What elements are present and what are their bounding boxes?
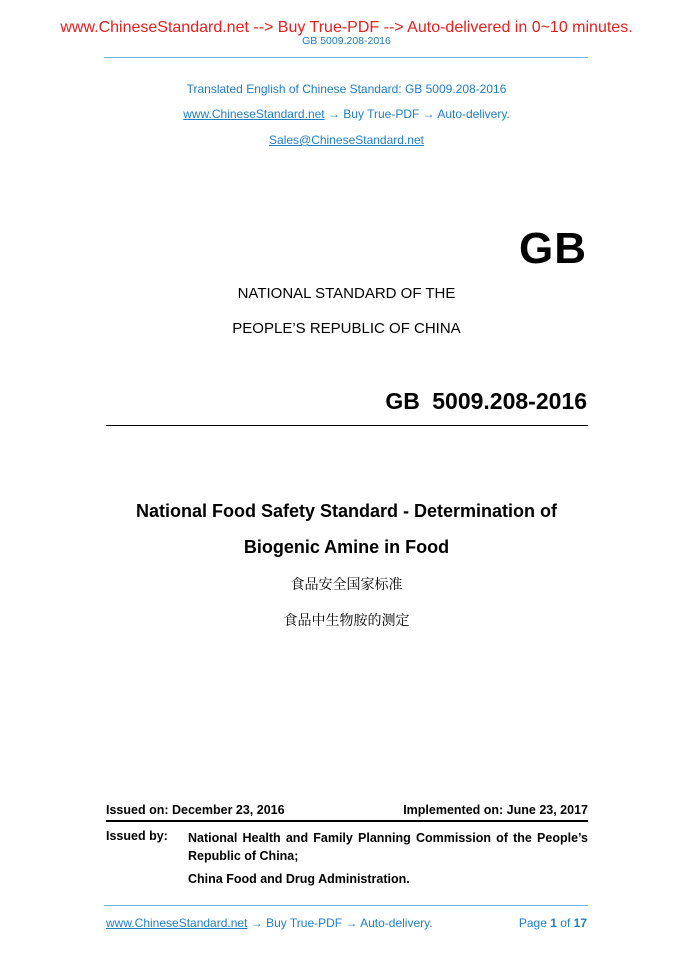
issued-by-label: Issued by: (106, 829, 168, 843)
page-indicator (519, 916, 587, 930)
header-doc-number: GB 5009.208-2016 (302, 35, 391, 47)
chinese-title-2: 食品中生物胺的测定 (283, 613, 410, 629)
footer-divider (104, 905, 588, 906)
issued-on: Issued on: December 23, 2016 (106, 803, 285, 817)
intro-email-line (0, 133, 693, 147)
national-standard-line: NATIONAL STANDARD OF THE (237, 285, 456, 302)
intro-site-suffix: → Buy True-PDF → Auto-delivery. (324, 107, 510, 121)
footer-site-link[interactable]: www.ChineseStandard.net (106, 916, 248, 930)
republic-line: PEOPLE’S REPUBLIC OF CHINA (232, 320, 461, 337)
gb-logo: GB (519, 224, 587, 273)
translated-notice: Translated English of Chinese Standard: GB 5009.208-2016 (186, 82, 507, 96)
issue-divider (106, 820, 588, 822)
page-label: Page (518, 916, 547, 930)
page-current: 1 (550, 916, 557, 930)
page-total: 17 (573, 916, 587, 930)
page-of: of (560, 916, 571, 930)
chinese-title-1: 食品安全国家标准 (290, 577, 403, 593)
title-line-1: National Food Safety Standard - Determination of (135, 501, 558, 521)
implemented-on: Implemented on: June 23, 2017 (403, 803, 588, 817)
footer-site-suffix: → Buy True-PDF → Auto-delivery. (247, 916, 433, 930)
intro-site-link[interactable]: www.ChineseStandard.net (183, 107, 325, 121)
title-divider (106, 425, 588, 426)
intro-site-line (0, 107, 693, 121)
issuer-2: China Food and Drug Administration. (188, 872, 410, 886)
header-divider (104, 57, 588, 58)
top-banner[interactable]: www.ChineseStandard.net --> Buy True-PDF --> Auto-delivered in 0~10 minutes. (60, 19, 633, 36)
footer-site-line (106, 916, 433, 930)
issuer-1: National Health and Family Planning Commission of the People’s Republic of China; (188, 831, 588, 863)
title-line-2: Biogenic Amine in Food (243, 537, 450, 557)
email-link[interactable]: Sales@ChineseStandard.net (269, 133, 424, 147)
standard-number: GB 5009.208-2016 (385, 388, 587, 414)
